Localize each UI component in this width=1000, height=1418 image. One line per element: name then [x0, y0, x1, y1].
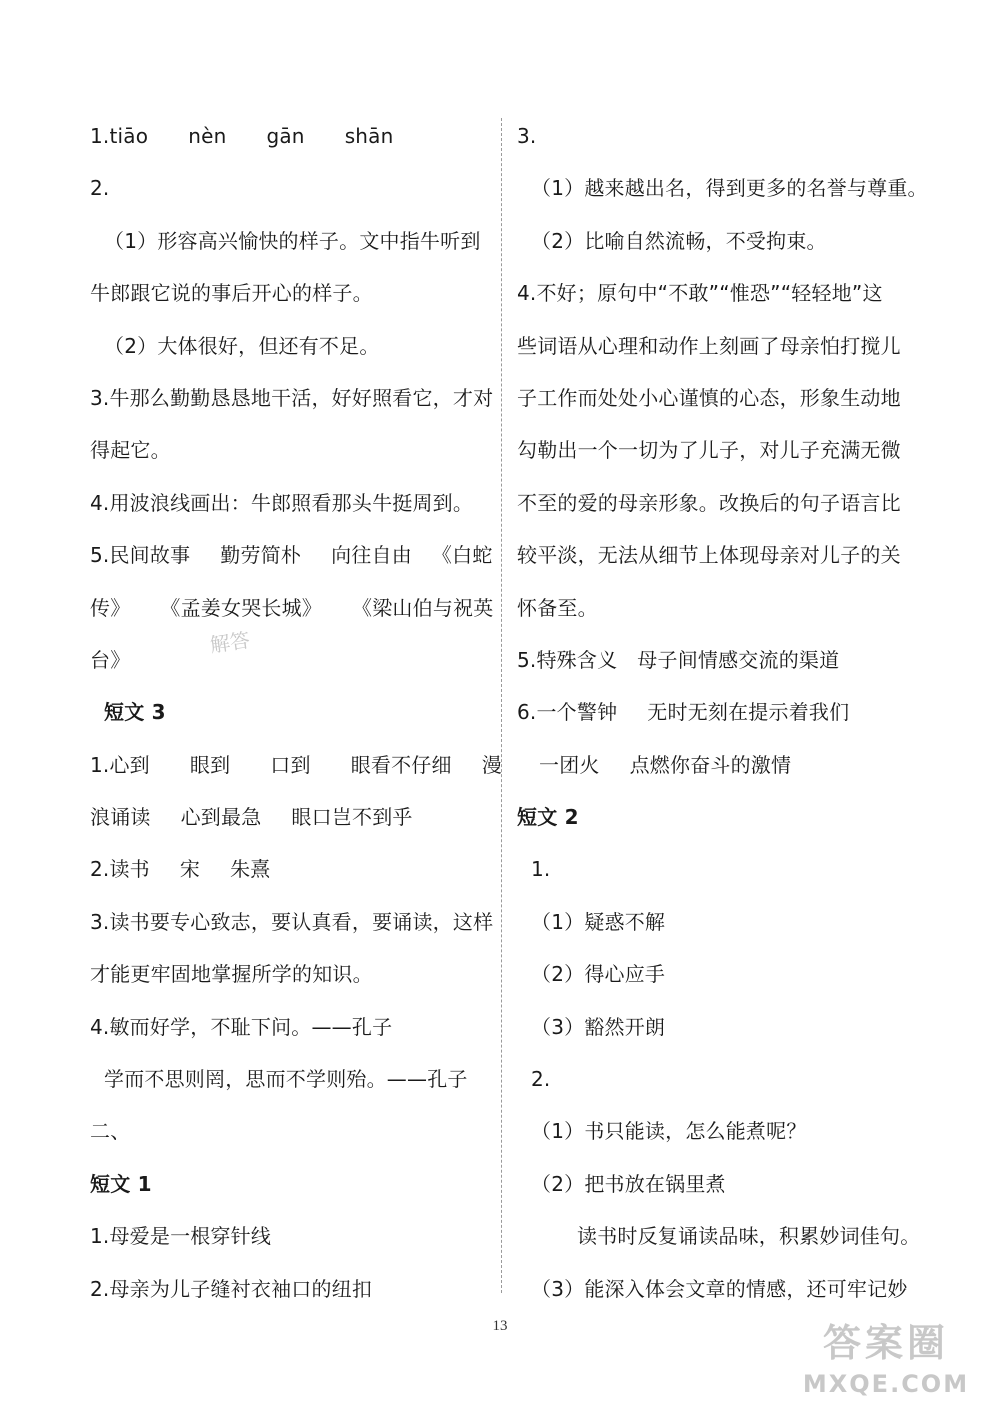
answer-line — [90, 739, 502, 791]
answer-line: 牛郎跟它说的事后开心的样子。 — [90, 281, 373, 306]
faint-stamp: 解答 — [208, 627, 252, 658]
answer-line: 3.牛那么勤勤恳恳地干活，好好照看它，才对 — [90, 385, 494, 410]
answer-line: 2.母亲为儿子缝衬衣袖口的纽扣 — [90, 1276, 373, 1301]
answer-line: 4.用波浪线画出：牛郎照看那头牛挺周到。 — [90, 490, 474, 515]
text-span: 无时无刻在提示着我们 — [647, 700, 850, 725]
text-span: 眼看不仔细 — [350, 752, 452, 777]
answer-line: 才能更牢固地掌握所学的知识。 — [90, 962, 373, 987]
answer-line: 1.母爱是一根穿针线 — [90, 1224, 272, 1249]
text-span: 2.读书 — [90, 857, 150, 882]
answer-line: （3）豁然开朗 — [531, 1014, 666, 1039]
column-divider — [501, 118, 502, 1293]
answer-line: 4.不好；原句中“不敢”“惟恐”“轻轻地”这 — [517, 281, 883, 306]
section-heading: 短文 3 — [104, 700, 166, 725]
watermark-url: MXQE.COM — [802, 1370, 970, 1398]
answer-line: 台》 — [90, 647, 131, 672]
answer-line: 2. — [90, 176, 110, 201]
text-span: shān — [344, 124, 394, 148]
text-span: 漫 — [481, 752, 502, 777]
answer-line: 得起它。 — [90, 438, 171, 463]
text-span: 向往自由 — [331, 543, 412, 568]
text-span: 1.tiāo — [90, 124, 149, 148]
text-span: 浪诵读 — [90, 805, 151, 830]
site-watermark — [786, 1318, 986, 1410]
text-span: nèn — [188, 124, 227, 148]
right-column — [517, 110, 928, 1315]
text-span: 《梁山伯与祝英 — [352, 595, 494, 620]
answer-line: 勾勒出一个一切为了儿子，对儿子充满无微 — [517, 438, 901, 463]
text-span: 眼到 — [189, 752, 231, 777]
text-span: 《白蛇 — [431, 543, 493, 568]
answer-line — [90, 582, 494, 634]
text-span: 1.心到 — [90, 752, 150, 777]
answer-line: （2）比喻自然流畅，不受拘束。 — [531, 228, 827, 253]
answer-line — [90, 110, 490, 162]
answer-line: （2）把书放在锅里煮 — [531, 1171, 726, 1196]
answer-line: 读书时反复诵读品味，积累妙词佳句。 — [577, 1224, 921, 1249]
page-number: 13 — [492, 1318, 508, 1334]
answer-line — [90, 843, 490, 895]
text-span: 一团火 — [539, 752, 600, 777]
answer-line — [517, 634, 917, 686]
answer-line — [90, 791, 490, 843]
left-column — [90, 110, 502, 1315]
answer-line — [517, 686, 917, 738]
answer-line: 3. — [517, 124, 537, 148]
text-span: 勤劳简朴 — [220, 543, 302, 568]
answer-line: （1）书只能读，怎么能煮呢？ — [531, 1119, 807, 1144]
answer-line: （1）越来越出名，得到更多的名誉与尊重。 — [531, 176, 928, 201]
answer-line: 学而不思则罔，思而不学则殆。——孔子 — [104, 1067, 468, 1092]
answer-line: 较平淡，无法从细节上体现母亲对儿子的关 — [517, 543, 901, 568]
text-span: 6.一个警钟 — [517, 700, 618, 725]
answer-line: 怀备至。 — [517, 595, 598, 620]
section-number: 二、 — [90, 1119, 131, 1144]
answer-line: （3）能深入体会文章的情感，还可牢记妙 — [531, 1276, 908, 1301]
answer-line: 不至的爱的母亲形象。改换后的句子语言比 — [517, 490, 901, 515]
answer-line: 3.读书要专心致志，要认真看，要诵读，这样 — [90, 909, 494, 934]
text-span: 心到最急 — [180, 805, 262, 830]
text-span: 5.特殊含义 — [517, 647, 618, 672]
text-span: 口到 — [270, 752, 311, 777]
text-span: gān — [266, 124, 305, 148]
answer-line: （1）形容高兴愉快的样子。文中指牛听到 — [104, 228, 481, 253]
answer-line: （2）得心应手 — [531, 962, 666, 987]
answer-line: 子工作而处处小心谨慎的心态，形象生动地 — [517, 385, 901, 410]
answer-line: 1. — [531, 857, 551, 882]
answer-line — [90, 529, 493, 581]
answer-line — [517, 739, 917, 791]
answer-line: （2）大体很好，但还有不足。 — [104, 333, 380, 358]
text-span: 母子间情感交流的渠道 — [637, 647, 840, 672]
text-span: 5.民间故事 — [90, 543, 191, 568]
watermark-logo-text: 答案圈 — [822, 1321, 949, 1365]
text-span: 宋 — [179, 857, 201, 882]
answer-line: 2. — [531, 1067, 551, 1092]
section-heading: 短文 1 — [90, 1171, 152, 1196]
answer-line: （1）疑惑不解 — [531, 909, 666, 934]
text-span: 点燃你奋斗的激情 — [629, 752, 792, 777]
text-span: 《孟姜女哭长城》 — [160, 595, 323, 620]
text-span: 眼口岂不到乎 — [291, 805, 413, 830]
answer-line: 些词语从心理和动作上刻画了母亲怕打搅儿 — [517, 333, 901, 358]
text-span: 朱熹 — [230, 857, 271, 882]
section-heading: 短文 2 — [517, 805, 579, 830]
answer-line: 4.敏而好学，不耻下问。——孔子 — [90, 1014, 393, 1039]
text-span: 传》 — [90, 595, 131, 620]
